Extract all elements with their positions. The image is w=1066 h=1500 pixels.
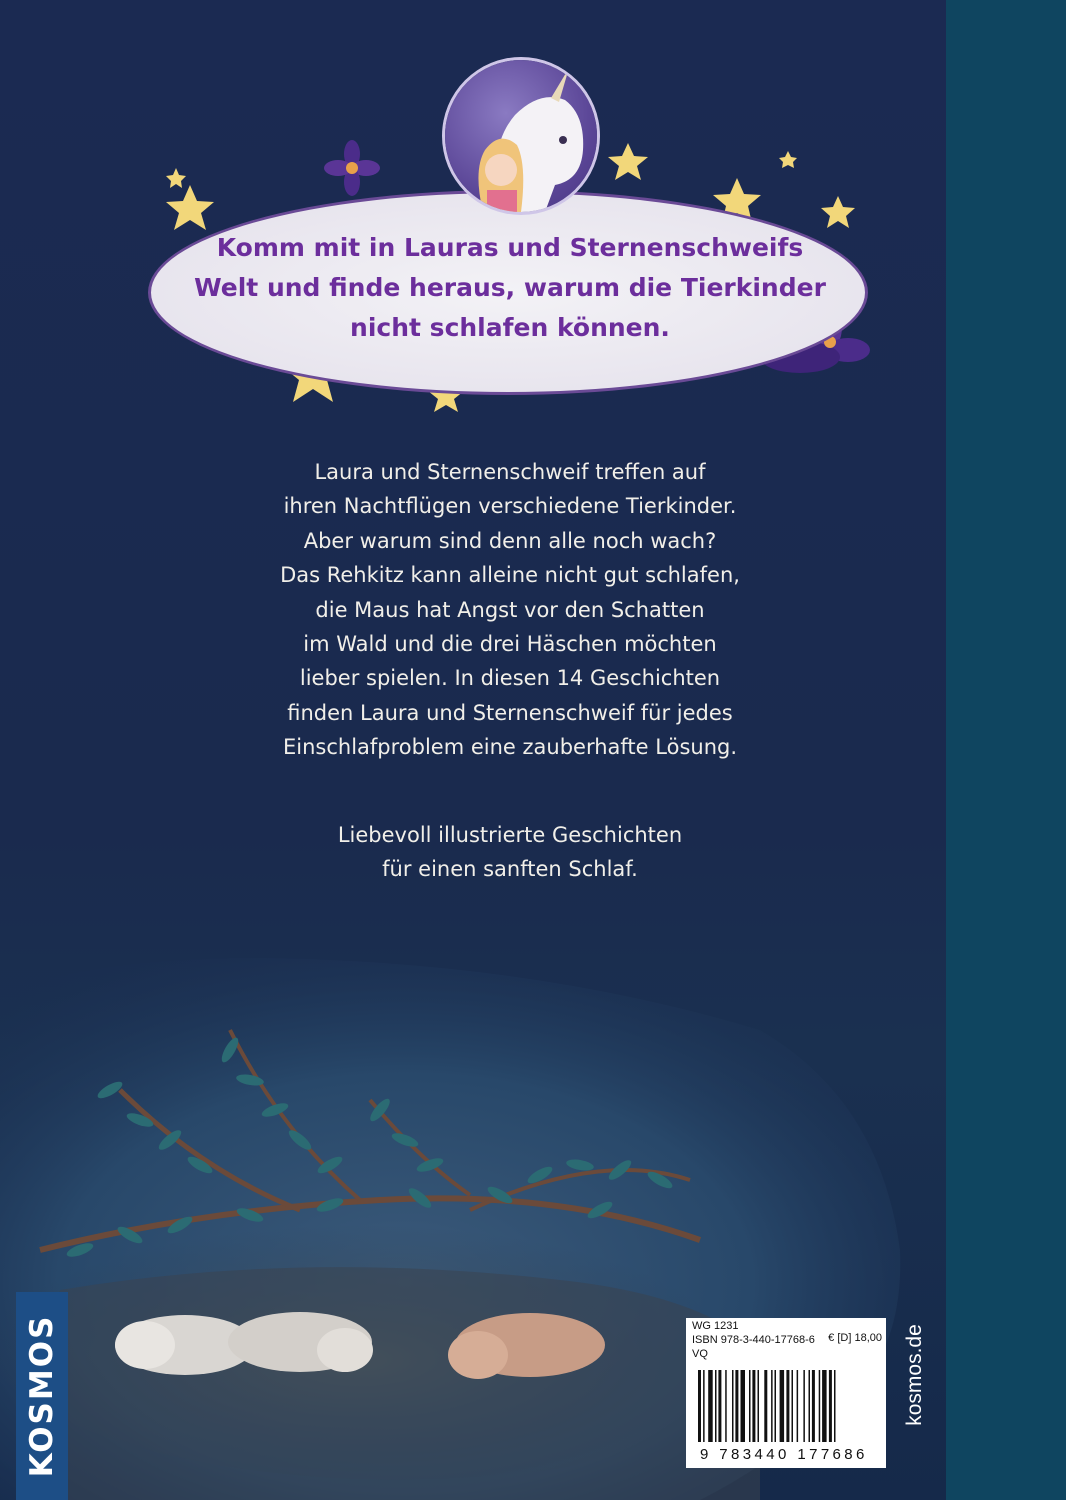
description-line: die Maus hat Angst vor den Schatten (315, 597, 705, 622)
barcode-stripe (771, 1370, 773, 1442)
vq-code: VQ (692, 1348, 708, 1360)
barcode-stripe (752, 1370, 755, 1442)
wg-code: WG 1231 (692, 1320, 739, 1332)
description-text (190, 455, 830, 765)
barcode-stripe (703, 1370, 705, 1442)
price-text: € [D] 18,00 (828, 1332, 882, 1344)
purple-flower-icon (324, 140, 380, 196)
barcode-panel (686, 1318, 886, 1468)
barcode-digits: 9 783440 177686 (700, 1446, 868, 1463)
barcode-stripe (758, 1370, 760, 1442)
star-icon (821, 196, 855, 228)
barcode-stripe (718, 1370, 721, 1442)
teaser-text (190, 228, 830, 348)
barcode-stripe (780, 1370, 785, 1442)
description-line: im Wald und die drei Häschen möchten (303, 632, 717, 657)
barcode-stripe (834, 1370, 836, 1442)
barcode-stripe (741, 1370, 746, 1442)
publisher-name: KOSMOS (24, 1314, 60, 1478)
barcode-bars (698, 1370, 874, 1446)
isbn-text: ISBN 978-3-440-17768-6 (692, 1334, 815, 1346)
tagline-text (190, 818, 830, 887)
barcode-stripe (715, 1370, 717, 1442)
barcode-stripe (764, 1370, 767, 1442)
description-line: finden Laura und Sternenschweif für jedes (287, 700, 733, 725)
barcode-stripe (797, 1370, 799, 1442)
barcode-stripe (803, 1370, 805, 1442)
star-icon (166, 185, 214, 230)
unicorn-medallion (445, 60, 597, 212)
description-line: Einschlafproblem eine zauberhafte Lösung. (282, 735, 738, 760)
publisher-website (895, 1290, 935, 1460)
barcode-stripe (786, 1370, 789, 1442)
barcode-stripe (725, 1370, 727, 1442)
star-icon (608, 143, 648, 180)
tagline-line: für einen sanften Schlaf. (382, 857, 638, 882)
description-line: lieber spielen. In diesen 14 Geschichten (299, 666, 721, 691)
teaser-line: nicht schlafen können. (350, 313, 670, 342)
barcode-stripe (809, 1370, 811, 1442)
barcode-stripe (698, 1370, 701, 1442)
website-text: kosmos.de (903, 1324, 926, 1426)
teaser-line: Welt und finde heraus, warum die Tierkinder (194, 273, 826, 302)
spine-strip (946, 0, 1066, 1500)
tagline-line: Liebevoll illustrierte Geschichten (337, 823, 683, 847)
barcode-stripe (775, 1370, 777, 1442)
barcode-stripe (812, 1370, 815, 1442)
star-icon (166, 168, 186, 188)
description-line: Aber warum sind denn alle noch wach? (303, 528, 717, 553)
barcode-stripe (829, 1370, 832, 1442)
description-line: ihren Nachtflügen verschiedene Tierkinder. (283, 494, 737, 519)
rabbit-white-2 (228, 1312, 373, 1372)
barcode-stripe (822, 1370, 827, 1442)
barcode-stripe (792, 1370, 794, 1442)
barcode-stripe (732, 1370, 734, 1442)
barcode-stripe (749, 1370, 751, 1442)
star-icon (779, 151, 797, 168)
barcode-stripe (708, 1370, 713, 1442)
barcode-stripe (819, 1370, 821, 1442)
barcode-stripe (735, 1370, 738, 1442)
teaser-line: Komm mit in Lauras und Sternenschweifs (216, 233, 804, 262)
description-line: Laura und Sternenschweif treffen auf (314, 460, 706, 484)
kosmos-logo-text (16, 1292, 68, 1500)
description-line: Das Rehkitz kann alleine nicht gut schlafen, (280, 563, 740, 588)
